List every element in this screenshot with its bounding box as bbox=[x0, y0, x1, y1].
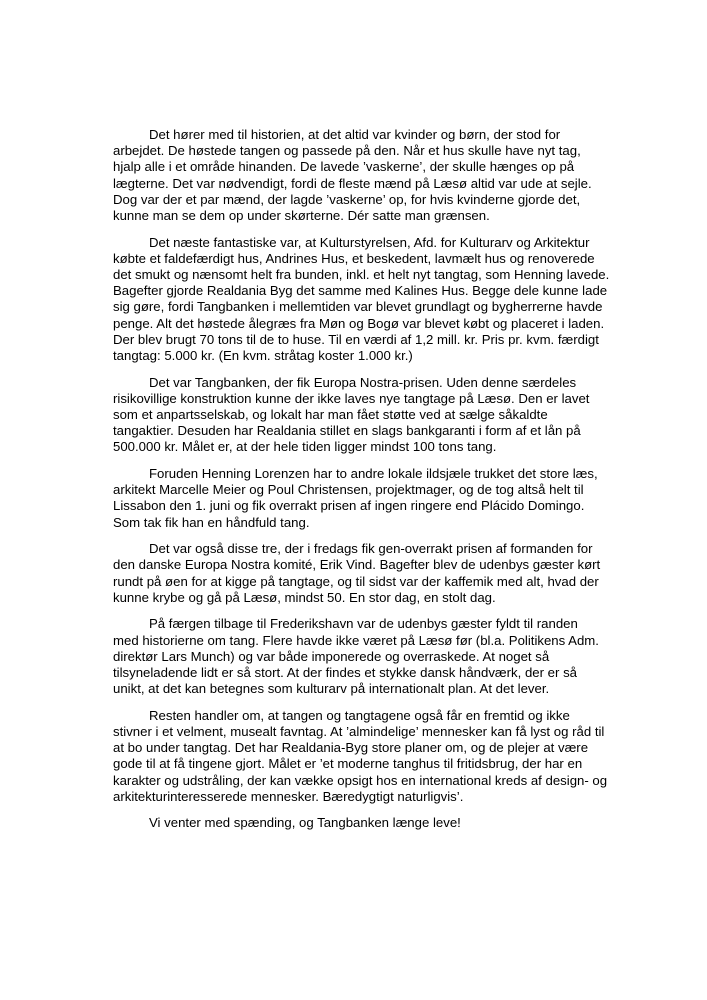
text-line: Det var også disse tre, der i fredags fik gen-overrakt prisen af formanden for bbox=[149, 541, 593, 557]
text-line: 500.000 kr. Målet er, at der hele tiden ligger mindst 100 tons tang. bbox=[113, 439, 497, 455]
text-line: hjalp alle i et område hinanden. De lavede ’vaskerne’, der skulle hænges op på bbox=[113, 159, 575, 175]
text-line: købte et faldefærdigt hus, Andrines Hus, et beskedent, lavmælt hus og renoverede bbox=[113, 250, 595, 266]
text-line: arbejdet. De høstede tangen og passede på den. Når et hus skulle have nyt tag, bbox=[113, 143, 581, 159]
paragraph-1 bbox=[113, 127, 599, 224]
text-line: Dog var der et par mænd, der lagde ’vaskerne’ op, for hvis kvinderne gjorde det, bbox=[113, 191, 581, 207]
text-line: direktør Lars Munch) og var både imponerede og overraskede. At noget så bbox=[113, 648, 550, 664]
text-line: Det næste fantastiske var, at Kulturstyrelsen, Afd. for Kulturarv og Arkitektur bbox=[149, 234, 590, 250]
text-line: lægterne. Det var nødvendigt, fordi de fleste mænd på Læsø altid var ude at sejle. bbox=[113, 175, 592, 191]
text-line: Foruden Henning Lorenzen har to andre lokale ildsjæle trukket det store læs, bbox=[149, 466, 598, 482]
text-line: Lissabon den 1. juni og fik overrakt prisen af ingen ringere end Plácido Domingo. bbox=[113, 498, 585, 514]
paragraph-2 bbox=[113, 234, 610, 365]
text-line: tangaktier. Desuden har Realdania stillet en slags bankgaranti i form af et lån på bbox=[113, 423, 581, 439]
text-line: sig gøre, fordi Tangbanken i mellemtiden var blevet grundlagt og bygherrerne havde bbox=[113, 299, 603, 315]
text-line: den danske Europa Nostra komité, Erik Vind. Bagefter blev de udenbys gæster kørt bbox=[113, 557, 601, 573]
paragraph-3 bbox=[113, 375, 599, 456]
text-line: Som tak fik han en håndfuld tang. bbox=[113, 514, 310, 530]
text-line: arkitekturinteresserede mennesker. Bæredygtigt naturligvis’. bbox=[113, 788, 464, 804]
text-line: Det var Tangbanken, der fik Europa Nostra-prisen. Uden denne særdeles bbox=[149, 374, 577, 390]
paragraph-4 bbox=[113, 466, 599, 531]
text-line: arkitekt Marcelle Meier og Poul Christensen, projektmager, og de tog altså helt til bbox=[113, 482, 584, 498]
text-line: det smukt og nænsomt helt fra bunden, inkl. et helt nyt tangtag, som Henning lavede. bbox=[113, 267, 610, 283]
paragraph-5 bbox=[113, 541, 599, 606]
paragraph-8 bbox=[113, 815, 599, 831]
text-line: kunne man se dem op under skørterne. Dér satte man grænsen. bbox=[113, 208, 490, 224]
text-line: På færgen tilbage til Frederikshavn var de udenbys gæster fyldt til randen bbox=[149, 616, 578, 632]
text-line: kunne krybe og gå på Læsø, mindst 50. En stor dag, en stolt dag. bbox=[113, 589, 496, 605]
text-line: gode til at få tingene gjort. Målet er ’et moderne tanghus til fritidsbrug, der har en bbox=[113, 756, 583, 772]
text-line: stivner i et velment, musealt favntag. At ’almindelige’ mennesker kan få lyst og råd til bbox=[113, 724, 605, 740]
text-line: Vi venter med spænding, og Tangbanken længe leve! bbox=[149, 815, 461, 831]
text-line: rundt på øen for at kigge på tangtage, og til sidst var der kaffemik med alt, hvad der bbox=[113, 573, 599, 589]
text-line: Det hører med til historien, at det altid var kvinder og børn, der stod for bbox=[149, 127, 561, 142]
text-line: tangtag: 5.000 kr. (En kvm. stråtag koster 1.000 kr.) bbox=[113, 348, 413, 364]
paragraph-7 bbox=[113, 707, 608, 805]
text-line: unikt, at det kan betegnes som kulturarv på internationalt plan. At det lever. bbox=[113, 681, 550, 697]
text-line: Bagefter gjorde Realdania Byg det samme med Kalines Hus. Begge dele kunne lade bbox=[113, 283, 608, 299]
text-line: at bo under tangtag. Det har Realdania-Byg store planer om, og de plejer at være bbox=[113, 740, 589, 756]
paragraph-6 bbox=[113, 616, 599, 697]
text-line: risikovillige konstruktion kunne der ikke laves nye tangtage på Læsø. Den er lavet bbox=[113, 390, 590, 406]
document-page bbox=[113, 127, 610, 842]
text-line: Resten handler om, at tangen og tangtagene også får en fremtid og ikke bbox=[149, 707, 570, 723]
text-line: karakter og udstråling, der kan vække opsigt hos en international kreds af design- og bbox=[113, 772, 608, 788]
text-line: Der blev brugt 70 tons til de to huse. Til en værdi af 1,2 mill. kr. Pris pr. kvm. færdigt bbox=[113, 331, 599, 347]
text-line: tilsyneladende lidt er så stort. At der findes et stykke dansk håndværk, der er så bbox=[113, 665, 577, 681]
text-line: penge. Alt det høstede ålegræs fra Møn og Bogø var blevet købt og placeret i laden. bbox=[113, 315, 605, 331]
text-line: med historierne om tang. Flere havde ikke været på Læsø før (bl.a. Politikens Adm. bbox=[113, 632, 599, 648]
text-line: som et anpartsselskab, og lokalt har man fået støtte ved at sælge såkaldte bbox=[113, 407, 548, 423]
